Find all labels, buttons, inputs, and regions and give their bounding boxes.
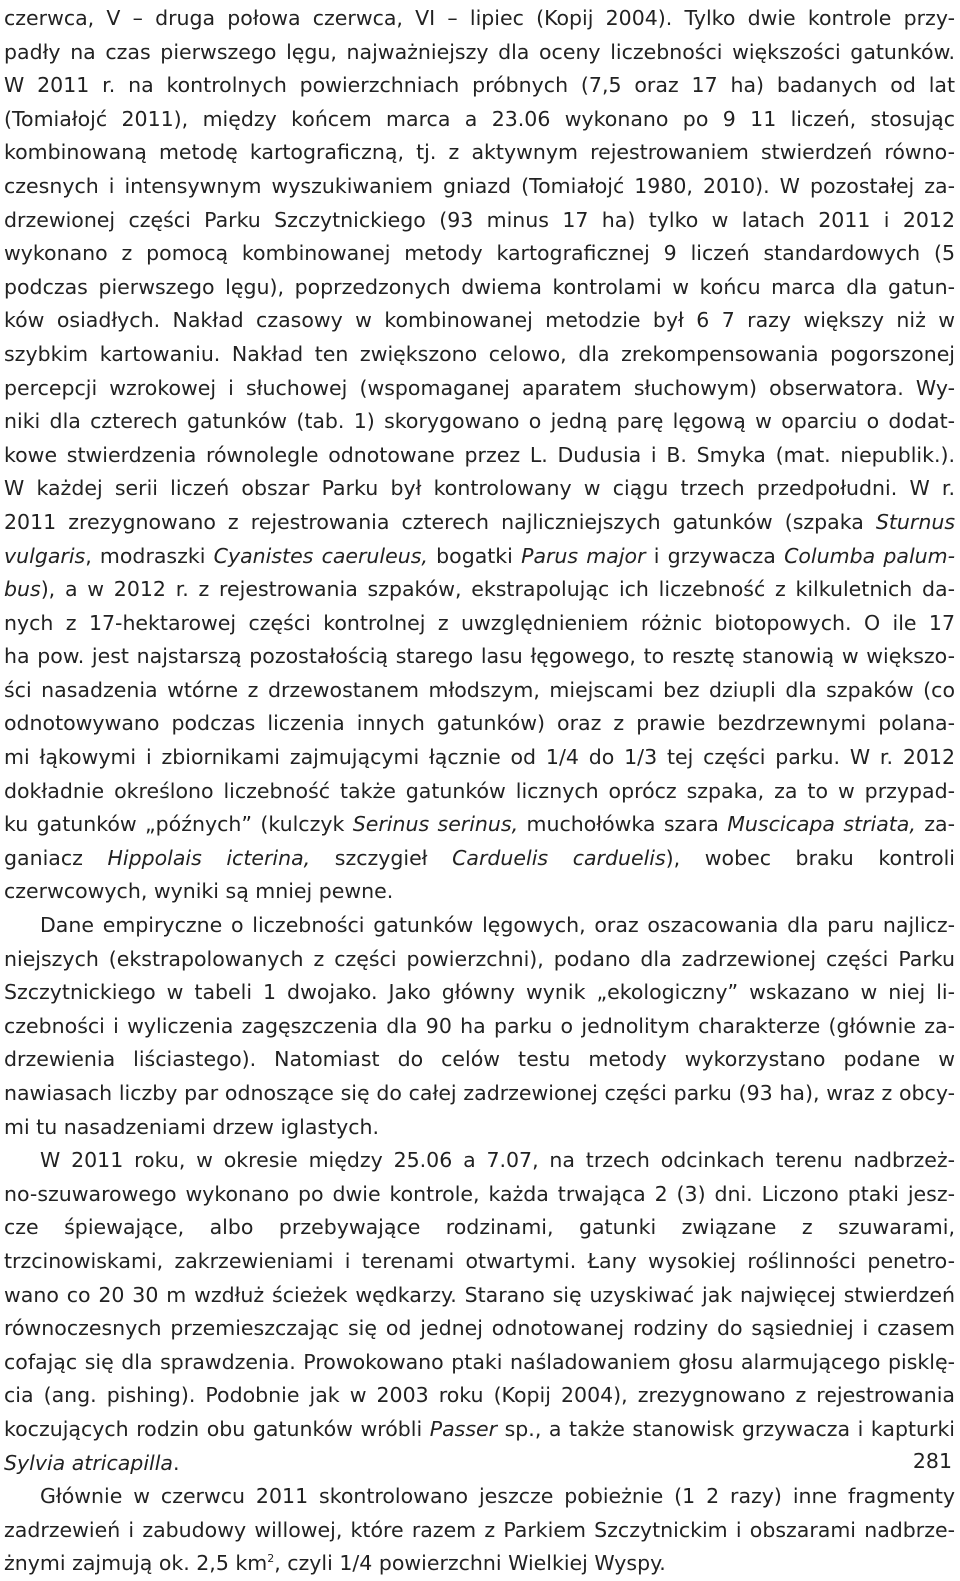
- text-segment: żnymi zajmują ok. 2,5 km: [4, 1551, 268, 1576]
- text-line: [4, 237, 955, 271]
- document-body: [4, 2, 955, 1581]
- text-segment: równoczesnych przemieszczając się od jednej odnotowanej rodziny do sąsiedniej i czasem: [4, 1316, 955, 1341]
- text-segment: czebności i wyliczenia zagęszczenia dla 90 ha parku o jednolitym charakterze (głównie za-: [4, 1013, 955, 1038]
- text-segment: Dane empiryczne o liczebności gatunków lęgowych, oraz oszacowania dla paru najlicz-: [40, 913, 955, 938]
- text-segment: wano co 20 30 m wzdłuż ścieżek wędkarzy. Starano się uzyskiwać jak najwięcej stwierdzeń: [4, 1282, 955, 1307]
- text-segment: odnotowywano podczas liczenia innych gatunków) oraz z prawie bezdrzewnymi polana-: [4, 711, 955, 736]
- text-line: [4, 1010, 955, 1044]
- text-segment: drzewionej części Parku Szczytnickiego (93 minus 17 ha) tylko w latach 2011 i 2012: [4, 207, 955, 232]
- text-segment: nawiasach liczby par odnoszące się do całej zadrzewionej części parku (93 ha), wraz z obcy-: [4, 1081, 955, 1105]
- text-line: [4, 506, 955, 540]
- text-segment: niejszych (ekstrapolowanych z części powierzchni), podano dla zadrzewionej części Parku: [4, 946, 955, 971]
- text-segment: (Tomiałojć 2011), między końcem marca a 23.06 wykonano po 9 11 liczeń, stosując: [4, 106, 955, 131]
- italic-text: Cyanistes caeruleus,: [213, 543, 428, 568]
- text-segment: cia (ang. pishing). Podobnie jak w 2003 roku (Kopij 2004), zrezygnowano z rejestrowania: [4, 1383, 955, 1408]
- text-line: [4, 1111, 955, 1145]
- text-line: [4, 1547, 955, 1581]
- text-line: [4, 1245, 955, 1279]
- text-line: [4, 1379, 955, 1413]
- text-segment: Szczytnickiego w tabeli 1 dwojako. Jako główny wynik „ekologiczny” wskazano w niej li-: [4, 980, 955, 1005]
- italic-text: Hippolais icterina,: [107, 845, 311, 870]
- text-segment: nych z 17-hektarowej części kontrolnej z uwzględnieniem różnic biotopowych. O ile 17: [4, 610, 955, 635]
- text-line: [4, 909, 955, 943]
- text-segment: czesnych i intensywnym wyszukiwaniem gniazd (Tomiałojć 1980, 2010). W pozostałej za-: [4, 173, 955, 198]
- text-segment: szczygieł: [310, 845, 453, 870]
- text-line: [4, 943, 955, 977]
- text-segment: Głównie w czerwcu 2011 skontrolowano jeszcze pobieżnie (1 2 razy) inne fragmenty: [40, 1484, 955, 1509]
- italic-text: Carduelis carduelis: [452, 845, 666, 870]
- text-line: [4, 136, 955, 170]
- text-segment: trzcinowiskami, zakrzewieniami i terenami otwartymi. Łany wysokiej roślinności penetro-: [4, 1248, 955, 1273]
- text-line: [4, 372, 955, 406]
- text-line: [4, 204, 955, 238]
- text-segment: ków osiadłych. Nakład czasowy w kombinowanej metodzie był 6 7 razy większy niż w: [4, 308, 955, 333]
- italic-text: Passer: [429, 1416, 498, 1441]
- text-segment: wykonano z pomocą kombinowanej metody kartograficznej 9 liczeń standardowych (5: [4, 241, 955, 266]
- text-segment: za-: [915, 812, 955, 837]
- text-segment: ganiacz: [4, 845, 108, 870]
- text-line: [4, 338, 955, 372]
- text-segment: ha pow. jest najstarszą pozostałością starego lasu łęgowego, to resztę stanowią w większo-: [4, 644, 955, 669]
- text-segment: kombinowaną metodę kartograficzną, tj. z aktywnym rejestrowaniem stwierdzeń równo-: [4, 140, 955, 165]
- text-line: [4, 439, 955, 473]
- text-line: [4, 1346, 955, 1380]
- text-segment: , czyli 1/4 powierzchni Wielkiej Wyspy.: [274, 1551, 666, 1576]
- text-line: [4, 1312, 955, 1346]
- text-line: [4, 775, 955, 809]
- text-segment: percepcji wzrokowej i słuchowej (wspomaganej aparatem słuchowym) obserwatora. Wy-: [4, 375, 955, 400]
- text-segment: zadrzewień i zabudowy willowej, które razem z Parkiem Szczytnickim i obszarami nadbrze-: [4, 1517, 955, 1542]
- page-number: 281: [912, 1449, 952, 1473]
- italic-text: vulgaris: [4, 543, 86, 568]
- text-line: [4, 573, 955, 607]
- text-segment: mi łąkowymi i zbiornikami zajmującymi łącznie od 1/4 do 1/3 tej części parku. W r. 2012: [4, 745, 955, 770]
- italic-text: Sylvia atricapilla: [4, 1450, 173, 1475]
- text-line: [4, 170, 955, 204]
- text-line: [4, 842, 955, 876]
- text-segment: bogatki: [427, 543, 522, 568]
- text-line: [4, 36, 955, 70]
- text-line: [4, 707, 955, 741]
- text-line: [4, 2, 955, 36]
- text-segment: ści nasadzenia wtórne z drzewostanem młodszym, miejscami bez dziupli dla szpaków (co: [4, 677, 955, 702]
- text-line: [4, 674, 955, 708]
- text-segment: drzewienia liściastego). Natomiast do celów testu metody wykorzystano podane w: [4, 1047, 955, 1072]
- text-segment: W 2011 roku, w okresie między 25.06 a 7.07, na trzech odcinkach terenu nadbrzeż-: [40, 1148, 955, 1173]
- text-segment: .: [172, 1450, 180, 1475]
- text-segment: czerwca, V – druga połowa czerwca, VI – lipiec (Kopij 2004). Tylko dwie kontrole przy-: [4, 6, 955, 30]
- italic-text: bus: [4, 577, 41, 602]
- text-segment: ), wobec braku kontroli: [665, 845, 956, 870]
- text-line: [4, 607, 955, 641]
- text-line: [4, 741, 955, 775]
- italic-text: Parus major: [521, 543, 646, 568]
- text-segment: , modraszki: [85, 543, 214, 568]
- text-line: [4, 1178, 955, 1212]
- text-segment: ku gatunków „późnych” (kulczyk: [4, 812, 353, 837]
- text-line: [4, 1043, 955, 1077]
- text-line: [4, 1279, 955, 1313]
- text-line: [4, 875, 955, 909]
- italic-text: Serinus serinus,: [352, 812, 519, 837]
- text-segment: mi tu nasadzeniami drzew iglastych.: [4, 1114, 380, 1139]
- text-segment: sp., a także stanowisk grzywacza i kapturki: [497, 1416, 956, 1441]
- text-segment: dokładnie określono liczebność także gatunków licznych oprócz szpaka, za to w przypad-: [4, 778, 955, 803]
- text-line: [4, 69, 955, 103]
- text-segment: szybkim kartowaniu. Nakład ten zwiększono celowo, dla zrekompensowania pogorszonej: [4, 341, 955, 366]
- text-segment: i grzywacza: [645, 543, 785, 568]
- text-segment: kowe stwierdzenia równolegle odnotowane przez L. Dudusia i B. Smyka (mat. niepublik.).: [4, 442, 955, 467]
- text-line: [4, 1413, 955, 1447]
- text-segment: czerwcowych, wyniki są mniej pewne.: [4, 879, 394, 904]
- text-line: [4, 1144, 955, 1178]
- text-line: [4, 640, 955, 674]
- text-line: [4, 1480, 955, 1514]
- text-line: [4, 1211, 955, 1245]
- text-line: [4, 808, 955, 842]
- text-segment: 2011 zrezygnowano z rejestrowania czterech najliczniejszych gatunków (szpaka: [4, 509, 876, 534]
- text-line: [4, 304, 955, 338]
- text-segment: niki dla czterech gatunków (tab. 1) skorygowano o jedną parę lęgową w oparciu o dodat-: [4, 409, 955, 434]
- italic-text: Columba palum-: [784, 543, 955, 568]
- text-segment: padły na czas pierwszego lęgu, najważniejszy dla oceny liczebności większości gatunków.: [4, 39, 955, 64]
- text-line: [4, 405, 955, 439]
- text-line: [4, 976, 955, 1010]
- text-segment: cze śpiewające, albo przebywające rodzinami, gatunki związane z szuwarami,: [4, 1215, 955, 1240]
- text-line: [4, 1514, 955, 1548]
- superscript: 2: [267, 1552, 275, 1566]
- text-line: [4, 271, 955, 305]
- text-line: [4, 1077, 955, 1111]
- text-segment: ), a w 2012 r. z rejestrowania szpaków, ekstrapolując ich liczebność z kilkuletnich da-: [40, 577, 955, 602]
- italic-text: Muscicapa striata,: [727, 812, 916, 837]
- text-line: [4, 472, 955, 506]
- text-segment: muchołówka szara: [518, 812, 728, 837]
- text-segment: W 2011 r. na kontrolnych powierzchniach próbnych (7,5 oraz 17 ha) badanych od lat: [4, 73, 955, 98]
- text-line: [4, 103, 955, 137]
- text-segment: no-szuwarowego wykonano po dwie kontrole, każda trwająca 2 (3) dni. Liczono ptaki jesz-: [4, 1181, 955, 1206]
- text-segment: W każdej serii liczeń obszar Parku był kontrolowany w ciągu trzech przedpołudni. W r.: [4, 476, 955, 501]
- text-line: [4, 1447, 955, 1481]
- italic-text: Sturnus: [875, 509, 955, 534]
- text-segment: koczujących rodzin obu gatunków wróbli: [4, 1416, 430, 1441]
- text-segment: podczas pierwszego lęgu), poprzedzonych dwiema kontrolami w końcu marca dla gatun-: [4, 274, 955, 299]
- text-segment: cofając się dla sprawdzenia. Prowokowano ptaki naśladowaniem głosu alarmującego pisklę-: [4, 1349, 955, 1374]
- text-line: [4, 540, 955, 574]
